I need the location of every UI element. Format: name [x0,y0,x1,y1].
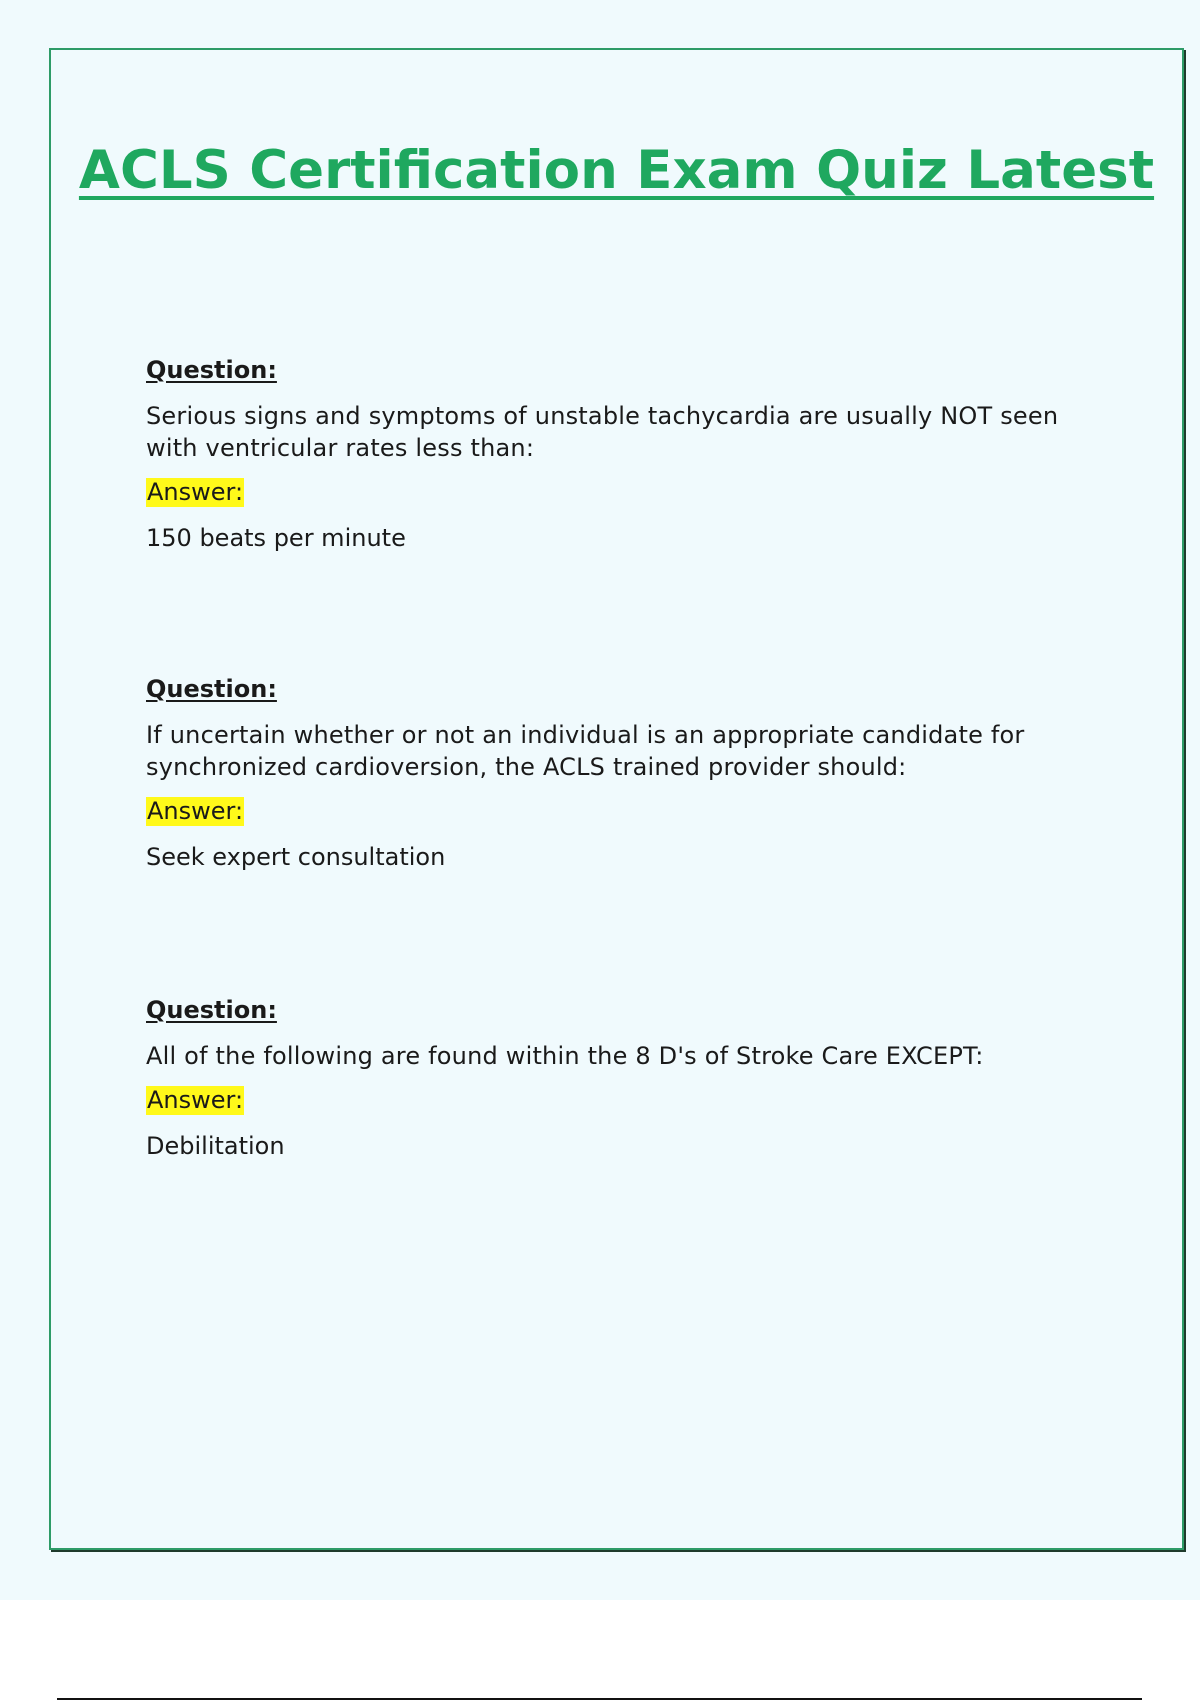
answer-text: Seek expert consultation [146,843,446,871]
question-label: Question: [146,675,277,703]
answer-text: Debilitation [146,1132,285,1160]
question-text: All of the following are found within the 8 D's of Stroke Care EXCEPT: [146,1042,984,1070]
question-label: Question: [146,356,277,384]
answer-text: 150 beats per minute [146,524,406,552]
question-label: Question: [146,996,277,1024]
answer-label: Answer: [147,478,244,506]
qa-item-1 [146,355,1076,554]
answer-label: Answer: [147,797,244,825]
question-text: Serious signs and symptoms of unstable tachycardia are usually NOT seen with ventricular rates less than: [146,402,1059,462]
qa-item-2 [146,674,1076,873]
question-text: If uncertain whether or not an individual is an appropriate candidate for synchronized cardioversion, the ACLS trained provider should: [146,721,1025,781]
page-title: ACLS Certification Exam Quiz Latest [78,140,1155,201]
qa-item-3 [146,995,1076,1162]
answer-label: Answer: [147,1086,244,1114]
